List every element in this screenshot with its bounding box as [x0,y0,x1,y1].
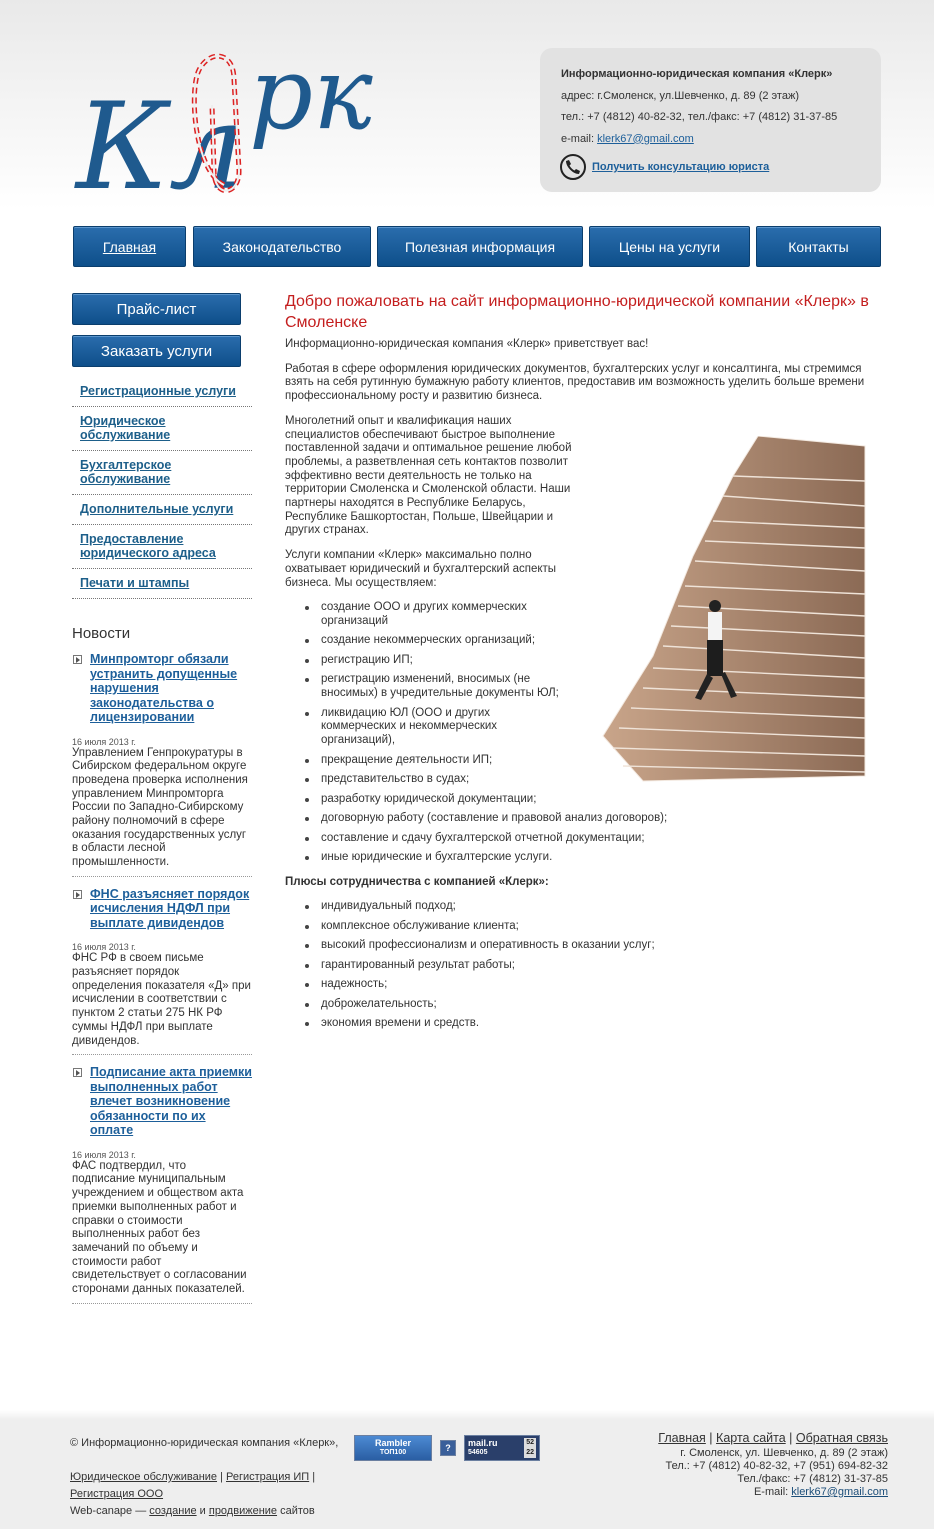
list-item: прекращение деятельности ИП; [303,754,885,768]
news-item [72,1065,252,1304]
nav-prices[interactable]: Цены на услуги [589,226,750,267]
benefits-list [303,900,885,1031]
list-item: договорную работу (составление и правовой анализ договоров); [303,812,885,826]
services-intro-text: Услуги компании «Клерк» максимально полно охватывает юридический и бухгалтерский аспекты бизнеса. Мы осуществляем: [285,549,557,589]
main-content [285,291,885,1042]
footer-email-link[interactable]: klerk67@gmail.com [791,1486,888,1498]
consult-link[interactable]: Получить консультацию юриста [592,160,770,173]
list-item: создание ООО и других коммерческих организаций [303,601,543,628]
news-heading: Новости [72,625,131,642]
sidebar-item-legal-service: Юридическое обслуживание [72,407,252,451]
list-item: комплексное обслуживание клиента; [303,920,885,934]
news-date: 16 июля 2013 г. [72,736,136,747]
footer-email-line: E-mail: klerk67@gmail.com [753,1486,888,1498]
list-item: надежность; [303,978,885,992]
footer-links-2 [70,1486,338,1503]
list-item: регистрацию ИП; [303,654,885,668]
list-item: иные юридические и бухгалтерские услуги. [303,851,885,865]
footer-nav-sitemap[interactable]: Карта сайта [716,1431,786,1445]
arrow-bullet-icon [73,890,82,899]
footer-link-ip[interactable]: Регистрация ИП [226,1471,310,1483]
arrow-bullet-icon [73,655,82,664]
list-item: составление и сдачу бухгалтерской отчетной документации; [303,832,885,846]
footer-fax: Тел./факс: +7 (4812) 31-37-85 [737,1473,888,1485]
logo-text: Кл [76,78,246,217]
footer-nav-feedback[interactable]: Обратная связь [795,1431,888,1445]
email-link[interactable]: klerk67@gmail.com [597,132,694,145]
news-text: ФАС подтвердил, что подписание муниципальным учреждением и обществом акта приемки выполненных работ и справки о стоимости выполненных работ без замечаний по объему и стоимости работ свидетельствует о согласовании сторонами данных показателей. [72,1159,247,1296]
webcanape-text: Web-canape — создание и продвижение сайтов [70,1505,315,1517]
list-item: высокий профессионализм и оперативность в оказании услуг; [303,939,885,953]
footer-right [658,1432,888,1499]
rambler-counter[interactable]: Rambler ТОП100 [354,1435,432,1461]
sidebar-item-accounting: Бухгалтерское обслуживание [72,451,252,495]
contact-info-box [540,48,881,192]
main-nav [0,226,934,267]
news-link[interactable]: Подписание акта приемки выполненных работ влечет возникновение обязанности по их оплате [90,1065,252,1138]
arrow-bullet-icon [73,1068,82,1077]
sidebar-item-registration: Регистрационные услуги [72,377,252,407]
webcanape-create-link[interactable]: создание [149,1505,197,1517]
phones-text: тел.: +7 (4812) 40-82-32, тел./факс: +7 (4812) 31-37-85 [561,111,838,123]
sidebar-item-legal-address: Предоставление юридического адреса [72,525,252,569]
list-item: разработку юридической документации; [303,793,885,807]
nav-contacts[interactable]: Контакты [756,226,881,267]
company-title: Информационно-юридическая компания «Клерк» [561,68,833,80]
nav-home[interactable]: Главная [73,226,186,267]
sidebar-item-additional: Дополнительные услуги [72,495,252,525]
email-line: e-mail: klerk67@gmail.com [561,132,694,145]
order-services-button[interactable]: Заказать услуги [72,335,241,367]
list-item: регистрацию изменений, вносимых (не вносимых) в учредительные документы ЮЛ; [303,673,573,700]
news-text: ФНС РФ в своем письме разъясняет порядок определения показателя «Д» при исчислении в соответствии с пунктом 2 статьи 275 НК РФ суммы НДФЛ при выплате дивидендов. [72,952,251,1047]
mailru-counter[interactable]: mail.ru 54605 52 22 [464,1435,540,1461]
logo-graphic [74,10,384,220]
phone-icon [560,154,586,180]
paper-stack-image [583,436,868,784]
footer-links: Юридическое обслуживание | Регистрация ИП | [70,1471,316,1483]
footer-nav: Главная | Карта сайта | Обратная связь [658,1431,888,1445]
news-text: Управлением Генпрокуратуры в Сибирском федеральном округе проведена проверка исполнения управлением Минпромторга России по Западно-Сибирскому району полномочий в сфере оказания государственных услуг в области лесной промышленности. [72,746,248,869]
list-item: представительство в судах; [303,773,885,787]
news-link[interactable]: Минпромторг обязали устранить допущенные нарушения законодательства о лицензировании [90,652,238,724]
news-date: 16 июля 2013 г. [72,942,136,953]
footer-link-legal[interactable]: Юридическое обслуживание [70,1471,218,1483]
news-item [72,887,252,1055]
footer-left [70,1435,338,1520]
news-item [72,652,252,877]
benefits-title: Плюсы сотрудничества с компанией «Клерк»: [285,875,549,888]
unknown-counter[interactable]: ? [440,1440,456,1456]
site-logo[interactable] [74,10,384,220]
sidebar-item-stamps: Печати и штампы [72,569,252,599]
intro-text: Работая в сфере оформления юридических документов, бухгалтерских услуг и консалтинга, мы стремимся взять на себя рутинную бумажную работу клиентов, предоставив им возможность уделить больше времени профессиональному росту и развитию бизнеса. [285,362,865,403]
footer-address: г. Смоленск, ул. Шевченко, д. 89 (2 этаж) [680,1447,888,1459]
page-title: Добро пожаловать на сайт информационно-юридической компании «Клерк» в Смоленске [285,293,869,331]
sidebar [72,293,252,1304]
experience-text: Многолетний опыт и квалификация наших специалистов обеспечивают быстрое выполнение поставленной задачи и оптимальное решение любой проблемы, а разветвленная сеть контактов позволит эффективно вести деятельность не только на территории Смоленска и Смоленской области. Наши партнеры находятся в Республике Беларусь, Республике Башкортостан, Польше, Швейцарии и других странах. [285,414,572,537]
footer [0,1415,934,1529]
news-link[interactable]: ФНС разъясняет порядок исчисления НДФЛ при выплате дивидендов [90,886,250,930]
footer-phones: Тел.: +7 (4812) 40-82-32, +7 (951) 694-82-32 [665,1460,888,1472]
address-text: адрес: г.Смоленск, ул.Шевченко, д. 89 (2 этаж) [561,89,799,102]
list-item: создание некоммерческих организаций; [303,634,885,648]
nav-legislation[interactable]: Законодательство [193,226,371,267]
consult-row [561,156,881,178]
list-item: ликвидацию ЮЛ (ООО и других коммерческих и некоммерческих организаций), [303,707,521,748]
sidebar-links [72,377,252,599]
nav-useful-info[interactable]: Полезная информация [377,226,583,267]
copyright-text: © Информационно-юридическая компания «Клерк», [70,1437,339,1449]
svg-text:рк: рк [249,35,373,152]
footer-link-ooo[interactable]: Регистрация ООО [70,1488,164,1500]
greeting-text: Информационно-юридическая компания «Клерк» приветствует вас! [285,338,649,350]
price-list-button[interactable]: Прайс-лист [72,293,241,325]
list-item: индивидуальный подход; [303,900,885,914]
list-item: гарантированный результат работы; [303,959,885,973]
webcanape-promo-link[interactable]: продвижение [208,1505,278,1517]
news-date: 16 июля 2013 г. [72,1149,136,1160]
list-item: доброжелательность; [303,998,885,1012]
footer-nav-home[interactable]: Главная [658,1431,706,1445]
list-item: экономия времени и средств. [303,1017,885,1031]
counters [354,1435,540,1461]
